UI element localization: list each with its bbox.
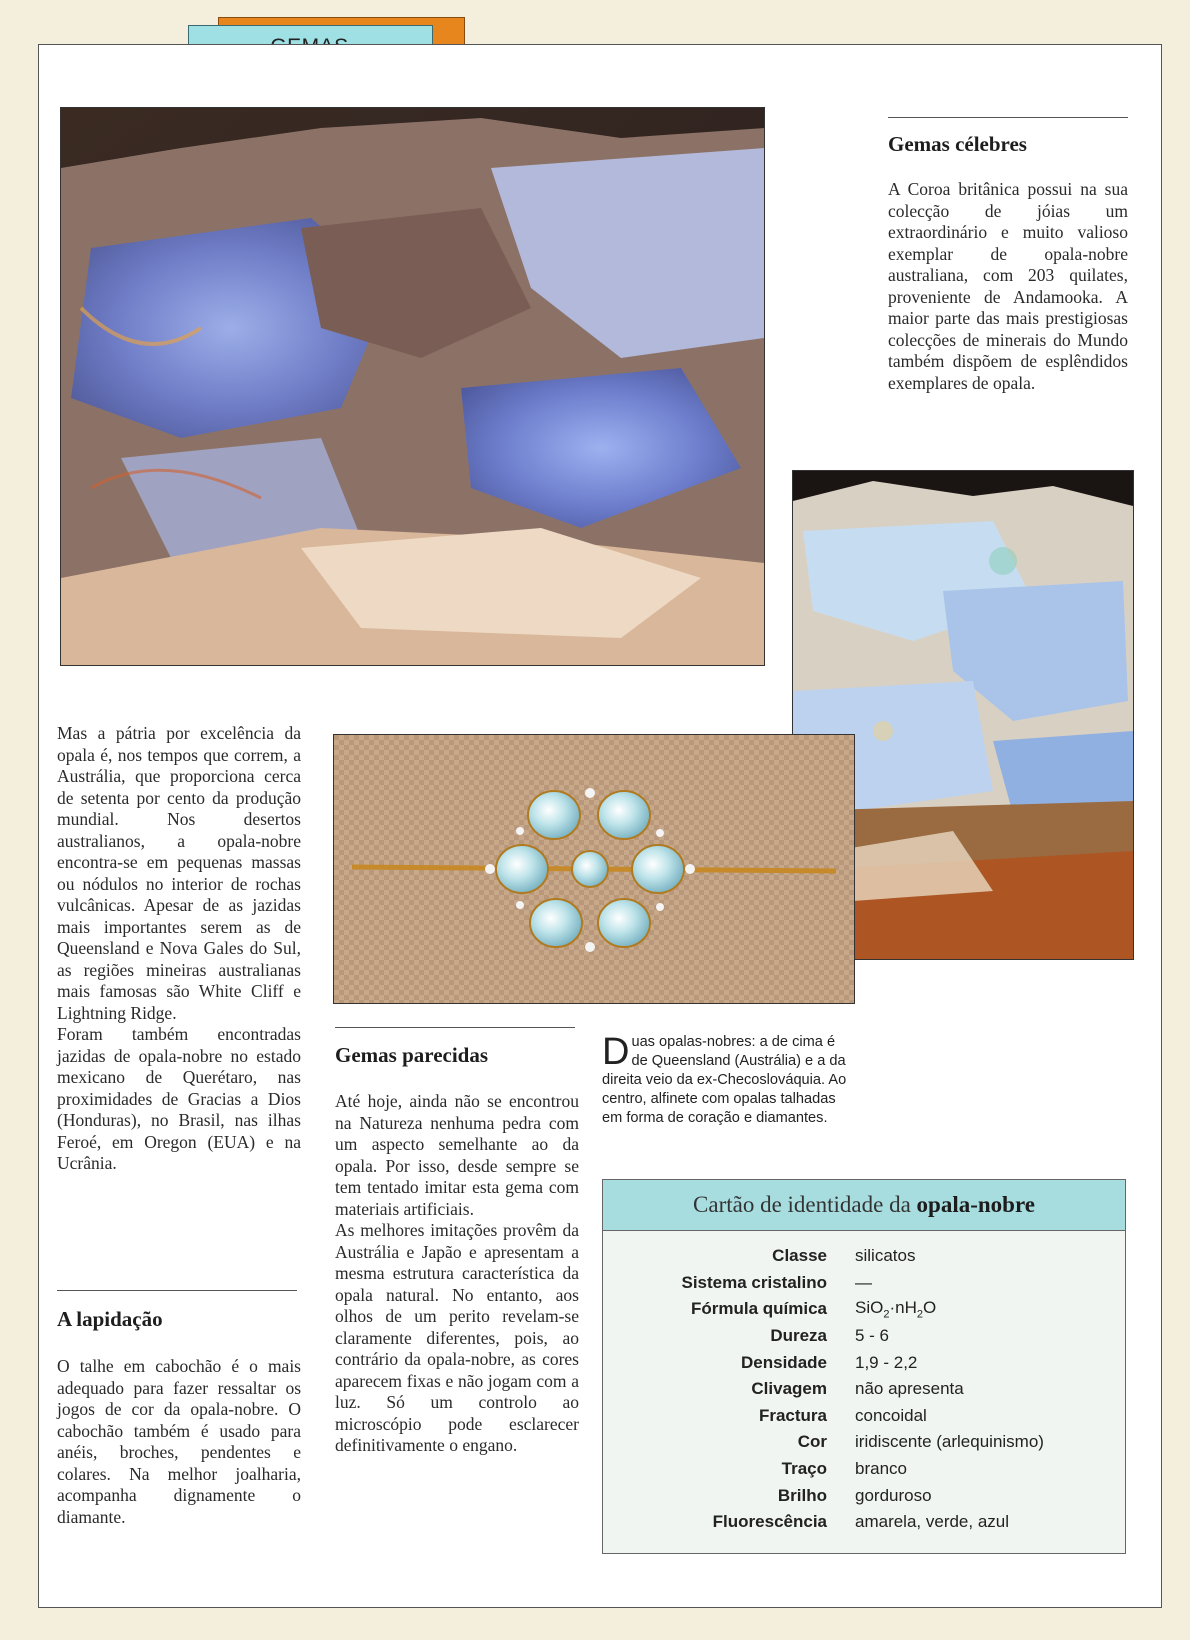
row-label: Fluorescência: [712, 1512, 827, 1532]
lapidacao-top-rule: [57, 1290, 297, 1291]
row-value: 1,9 - 2,2: [855, 1352, 918, 1372]
opal-brooch-photo: [333, 734, 855, 1004]
row-label: Densidade: [741, 1352, 827, 1372]
parecidas-paragraph-1: Até hoje, ainda não se encontrou na Natureza nenhuma pedra com um aspecto semelhante ao da opala. Por isso, desde sempre se tem tentado imitar esta gema com materiais artificiais.: [335, 1091, 579, 1219]
row-value: não apresenta: [855, 1379, 964, 1399]
row-label: Fractura: [758, 1405, 827, 1425]
parecidas-text: [335, 1091, 579, 1457]
identity-card-title: [603, 1180, 1125, 1231]
table-row: [603, 1349, 1125, 1376]
row-label: Brilho: [777, 1485, 827, 1505]
row-label: Cor: [797, 1432, 827, 1452]
row-label: Dureza: [770, 1326, 827, 1346]
row-value: 5 - 6: [855, 1326, 890, 1346]
table-row: [603, 1323, 1125, 1350]
parecidas-heading: Gemas parecidas: [335, 1043, 489, 1067]
lapidacao-paragraph: O talhe em cabochão é o mais adequado para fazer ressaltar os jogos de cor da opala-nobre. O cabochão também é usado para anéis, broches, pendentes e colares. Na melhor joalharia, acompanha dignamente o diamante.: [57, 1356, 301, 1527]
row-value formula-value: $SiO_2\cdot nH_2O$: [855, 1298, 937, 1321]
celebres-heading: Gemas célebres: [888, 132, 1027, 156]
table-row: [603, 1270, 1125, 1297]
celebres-text: [888, 179, 1128, 394]
row-value: silicatos: [855, 1246, 916, 1266]
caption-text: uas opalas-nobres: a de cima é de Queensland (Austrália) e a da direita veio da ex-Checoslováquia. Ao centro, alfinete com opalas talhadas em forma de coração e diamantes.: [602, 1034, 847, 1126]
celebres-paragraph: A Coroa britânica possui na sua colecção de jóias um extraordinário e muito valioso exemplar de opala-nobre australiana, com 203 quilates, proveniente de Andamooka. A maior parte das mais prestigiosas colecções de minerais do Mundo também dispõem de esplêndidos exemplares de opala.: [888, 179, 1128, 393]
table-row: [603, 1509, 1125, 1536]
opal-queensland-photo: [60, 107, 765, 666]
celebres-top-rule: [888, 117, 1128, 118]
row-value: —: [855, 1272, 872, 1292]
main-paragraph-1: Mas a pátria por excelência da opala é, nos tempos que correm, a Austrália, que proporciona cerca de setenta por cento da produção mundial. Nos desertos australianos, a opala-nobre encontra-se em pequenas massas ou nódulos no interior de rochas vulcânicas. Apesar de as jazidas mais importantes serem as de Queensland e Nova Gales do Sul, as regiões mineiras australianas mais famosas são White Cliff e Lightning Ridge.: [57, 723, 301, 1023]
main-column-text: [57, 723, 301, 1175]
identity-card-title-bold: opala-nobre: [916, 1192, 1035, 1217]
parecidas-top-rule: [335, 1027, 575, 1028]
row-value: concoidal: [855, 1405, 927, 1425]
table-row: [603, 1429, 1125, 1456]
photo-caption: [602, 1033, 852, 1128]
row-label: Traço: [781, 1459, 827, 1479]
table-row: [603, 1482, 1125, 1509]
table-row: [603, 1243, 1125, 1270]
table-row: [603, 1376, 1125, 1403]
main-paragraph-2: Foram também encontradas jazidas de opala-nobre no estado mexicano de Querétaro, nas proximidades de Gracias a Dios (Honduras), no Brasil, nas ilhas Feroé, em Oregon (EUA) e na Ucrânia.: [57, 1024, 301, 1173]
lapidacao-heading: A lapidação: [57, 1307, 163, 1331]
identity-card: [602, 1179, 1126, 1554]
row-label: Fórmula química: [690, 1299, 827, 1319]
row-label: Clivagem: [751, 1379, 827, 1399]
row-label: Sistema cristalino: [681, 1272, 827, 1292]
row-label: Classe: [772, 1246, 827, 1266]
identity-table: [603, 1243, 1125, 1536]
table-row: [603, 1403, 1125, 1430]
caption-drop-cap: D: [602, 1031, 630, 1073]
table-row: [603, 1296, 1125, 1323]
row-value: iridiscente (arlequinismo): [855, 1432, 1044, 1452]
row-value: branco: [855, 1459, 907, 1479]
row-value: gorduroso: [855, 1485, 932, 1505]
identity-card-title-prefix: Cartão de identidade da: [693, 1192, 917, 1217]
row-value: amarela, verde, azul: [855, 1512, 1010, 1532]
table-row: [603, 1456, 1125, 1483]
lapidacao-text: [57, 1356, 301, 1528]
parecidas-paragraph-2: As melhores imitações provêm da Austrália e Japão e apresentam a mesma estrutura característica da opala natural. No entanto, aos olhos de um perito revelam-se claramente diferentes, pois, ao contrário da opala-nobre, as cores aparecem fixas e não jogam com a luz. Só um controlo ao microscópio pode esclarecer definitivamente o engano.: [335, 1220, 579, 1455]
